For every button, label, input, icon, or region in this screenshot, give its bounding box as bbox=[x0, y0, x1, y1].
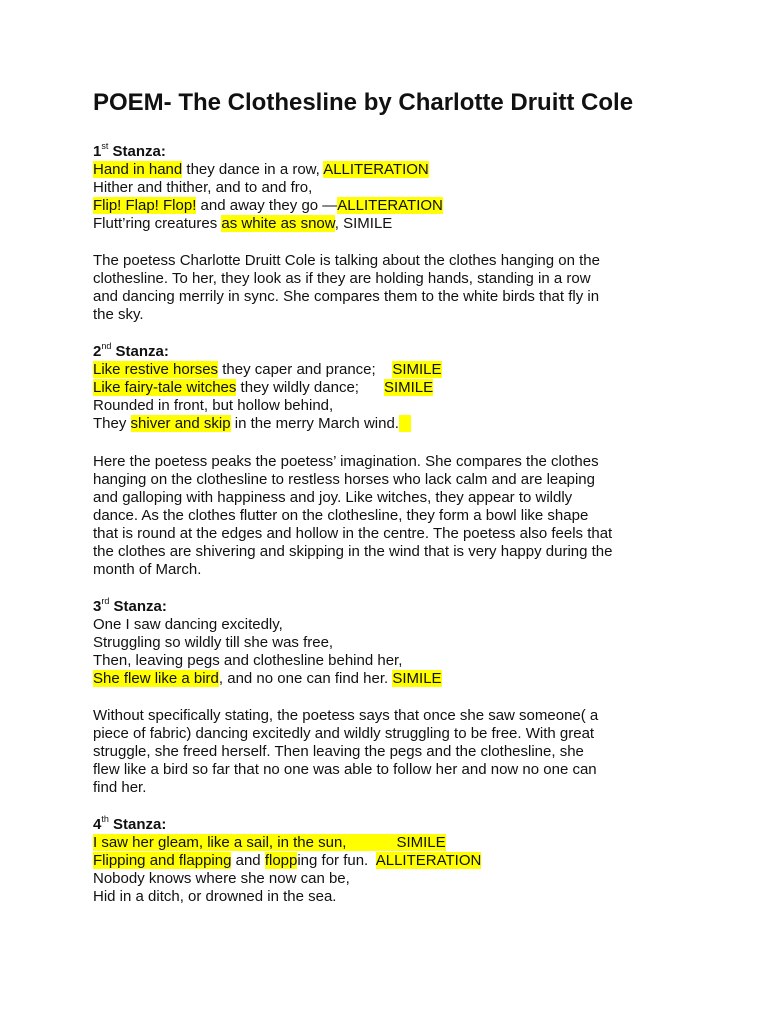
paragraph-line: struggle, she freed herself. Then leaving the pegs and the clothesline, she bbox=[93, 743, 584, 760]
stanza-number: 4 bbox=[93, 816, 102, 833]
highlighted-text: Like restive horses bbox=[93, 361, 219, 378]
stanza-2-explanation bbox=[93, 453, 693, 579]
stanza-number: 1 bbox=[93, 143, 102, 160]
line-text: , SIMILE bbox=[334, 215, 393, 232]
stanza-label: Stanza: bbox=[109, 598, 167, 615]
paragraph-line: that is round at the edges and hollow in the centre. The poetess also feels that bbox=[93, 525, 613, 542]
stanza-label: Stanza: bbox=[108, 816, 167, 833]
line-text: they dance in a row, bbox=[182, 161, 324, 178]
line-text: Then, leaving pegs and clothesline behind her, bbox=[93, 652, 403, 669]
paragraph-line: the clothes are shivering and skipping in the wind that is very happy during the bbox=[93, 543, 613, 560]
poem-line bbox=[93, 415, 693, 433]
line-text: Rounded in front, but hollow behind, bbox=[93, 397, 334, 414]
line-text: Flutt’ring creatures bbox=[93, 215, 222, 232]
poem-lines bbox=[93, 161, 693, 233]
highlighted-text: SIMILE bbox=[392, 361, 442, 378]
line-text: They bbox=[93, 415, 131, 432]
highlighted-text: ALLITERATION bbox=[323, 161, 429, 178]
stanza-ordinal-suffix: th bbox=[101, 814, 109, 824]
poem-line bbox=[93, 616, 693, 634]
line-text: One I saw dancing excitedly, bbox=[93, 616, 283, 633]
highlighted-text: ALLITERATION bbox=[375, 852, 482, 869]
stanza-3-explanation bbox=[93, 707, 693, 797]
highlighted-text: as white as snow bbox=[221, 215, 335, 232]
poem-line bbox=[93, 179, 693, 197]
poem-line bbox=[93, 852, 693, 870]
line-text: , and no one can find her. bbox=[218, 670, 393, 687]
line-text: Nobody knows where she now can be, bbox=[93, 870, 350, 887]
highlighted-text: SIMILE bbox=[383, 379, 434, 396]
highlighted-text: ALLITERATION bbox=[337, 197, 443, 214]
paragraph-line: and dancing merrily in sync. She compares them to the white birds that fly in bbox=[93, 288, 600, 305]
stanza-ordinal-suffix: st bbox=[101, 141, 109, 151]
line-text: they wildly dance; bbox=[236, 379, 384, 396]
paragraph-line: Without specifically stating, the poetess says that once she saw someone( a bbox=[93, 707, 599, 724]
stanza-heading bbox=[93, 816, 693, 834]
highlighted-text: flopp bbox=[264, 852, 298, 869]
paragraph-line: The poetess Charlotte Druitt Cole is talking about the clothes hanging on the bbox=[93, 252, 600, 269]
paragraph-line: dance. As the clothes flutter on the clothesline, they form a bowl like shape bbox=[93, 507, 589, 524]
stanza-4 bbox=[93, 816, 693, 906]
poem-lines bbox=[93, 834, 693, 906]
highlighted-text: I saw her gleam, like a sail, in the sun, SIMILE bbox=[93, 834, 446, 851]
line-text: Hither and thither, and to and fro, bbox=[93, 179, 313, 196]
paragraph-line: Here the poetess peaks the poetess’ imagination. She compares the clothes bbox=[93, 453, 599, 470]
page-title: POEM- The Clothesline by Charlotte Druitt Cole bbox=[93, 89, 634, 116]
highlighted-text: She flew like a bird bbox=[93, 670, 219, 687]
stanza-heading bbox=[93, 343, 693, 361]
line-text: Hid in a ditch, or drowned in the sea. bbox=[93, 888, 337, 905]
poem-line bbox=[93, 397, 693, 415]
poem-line bbox=[93, 215, 693, 233]
poem-lines bbox=[93, 361, 693, 433]
paragraph-line: piece of fabric) dancing excitedly and wildly struggling to be free. With great bbox=[93, 725, 595, 742]
poem-line bbox=[93, 634, 693, 652]
poem-line bbox=[93, 870, 693, 888]
poem-line bbox=[93, 197, 693, 215]
stanza-ordinal-suffix: nd bbox=[101, 341, 112, 351]
stanza-heading bbox=[93, 598, 693, 616]
highlighted-text: Flip! Flap! Flop! bbox=[93, 197, 197, 214]
poem-line bbox=[93, 379, 693, 397]
paragraph-line: the sky. bbox=[93, 306, 144, 323]
stanza-ordinal-suffix: rd bbox=[101, 596, 110, 606]
poem-line bbox=[93, 834, 693, 852]
highlighted-text: Hand in hand bbox=[93, 161, 183, 178]
line-text: and bbox=[231, 852, 265, 869]
highlighted-text: Flipping and flapping bbox=[93, 852, 232, 869]
poem-line bbox=[93, 161, 693, 179]
line-text: and away they go — bbox=[196, 197, 338, 214]
stanza-2 bbox=[93, 343, 693, 433]
stanza-label: Stanza: bbox=[111, 343, 169, 360]
line-text: in the merry March wind. bbox=[230, 415, 399, 432]
highlighted-text bbox=[399, 415, 412, 432]
highlighted-text: Like fairy-tale witches bbox=[93, 379, 237, 396]
paragraph-line: hanging on the clothesline to restless horses who lack calm and are leaping bbox=[93, 471, 595, 488]
stanza-number: 2 bbox=[93, 343, 102, 360]
poem-line bbox=[93, 361, 693, 379]
stanza-number: 3 bbox=[93, 598, 102, 615]
poem-line bbox=[93, 888, 693, 906]
stanza-heading bbox=[93, 143, 693, 161]
line-text: ing for fun. bbox=[297, 852, 376, 869]
poem-lines bbox=[93, 616, 693, 688]
poem-line bbox=[93, 652, 693, 670]
highlighted-text: SIMILE bbox=[392, 670, 442, 687]
highlighted-text: shiver and skip bbox=[130, 415, 231, 432]
line-text: Struggling so wildly till she was free, bbox=[93, 634, 334, 651]
stanza-1-explanation bbox=[93, 252, 693, 324]
paragraph-line: and galloping with happiness and joy. Like witches, they appear to wildly bbox=[93, 489, 573, 506]
paragraph-line: find her. bbox=[93, 779, 147, 796]
stanza-label: Stanza: bbox=[108, 143, 166, 160]
line-text: they caper and prance; bbox=[218, 361, 393, 378]
paragraph-line: flew like a bird so far that no one was able to follow her and now no one can bbox=[93, 761, 597, 778]
poem-line bbox=[93, 670, 693, 688]
stanza-1 bbox=[93, 143, 693, 233]
stanza-3 bbox=[93, 598, 693, 688]
paragraph-line: clothesline. To her, they look as if they are holding hands, standing in a row bbox=[93, 270, 591, 287]
paragraph-line: month of March. bbox=[93, 561, 202, 578]
